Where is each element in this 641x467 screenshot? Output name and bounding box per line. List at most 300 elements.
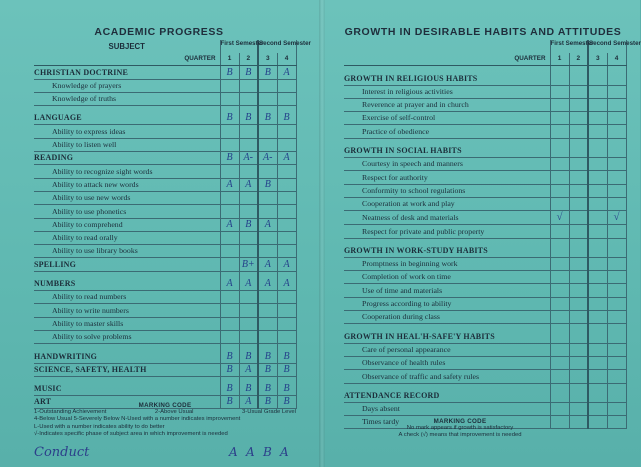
grade-mark: A	[283, 66, 290, 78]
subitem-row	[344, 125, 626, 138]
grade-cell	[277, 191, 296, 204]
grade-mark: B	[245, 383, 252, 395]
quarter-number: 3	[258, 53, 277, 66]
grade-cell	[239, 138, 258, 151]
grade-cell	[588, 197, 607, 210]
grade-mark: B	[226, 350, 233, 362]
subitem-row	[344, 284, 626, 297]
subitem-row	[344, 85, 626, 98]
grade-cell	[550, 85, 569, 98]
subitem-label: Care of personal appearance	[344, 343, 550, 356]
grade-cell	[550, 171, 569, 184]
grade-cell	[258, 245, 277, 258]
grade-cell	[258, 152, 277, 165]
grade-mark: A	[283, 258, 290, 270]
grade-cell	[550, 284, 569, 297]
subitem-label: Reverence at prayer and in church	[344, 98, 550, 111]
subitem-row	[344, 158, 626, 171]
grade-cell	[258, 317, 277, 330]
grade-cell	[258, 92, 277, 105]
conduct-row	[34, 445, 296, 461]
grade-cell	[220, 178, 239, 191]
grade-cell	[220, 317, 239, 330]
grade-cell	[258, 178, 277, 191]
grade-mark: A	[264, 258, 271, 270]
grade-cell	[220, 363, 239, 376]
grade-cell	[277, 231, 296, 244]
grade-cell	[607, 112, 626, 125]
grade-cell	[569, 311, 588, 324]
grade-cell	[550, 98, 569, 111]
academic-grid	[34, 40, 311, 409]
left-marking-code	[34, 402, 296, 438]
grade-mark: A	[245, 396, 252, 408]
subitem-row	[344, 171, 626, 184]
subitem-label: Ability to use new words	[34, 191, 220, 204]
grade-cell	[239, 363, 258, 376]
grade-cell	[607, 390, 626, 403]
grade-cell	[569, 330, 588, 343]
grade-cell	[588, 171, 607, 184]
grade-cell	[239, 92, 258, 105]
grade-cell	[220, 165, 239, 178]
grade-cell	[277, 330, 296, 343]
grade-cell	[550, 311, 569, 324]
grade-cell	[258, 191, 277, 204]
grade-cell	[550, 343, 569, 356]
section-label: SCIENCE, SAFETY, HEALTH	[34, 363, 220, 376]
grade-cell	[277, 245, 296, 258]
grade-mark: A	[264, 218, 271, 230]
grade-mark: B	[245, 350, 252, 362]
grade-cell	[220, 66, 239, 79]
quarter-label: QUARTER	[344, 53, 550, 66]
section-row	[344, 330, 626, 343]
subitem-row	[344, 311, 626, 324]
conduct-mark: A	[229, 445, 238, 459]
conduct-mark: A	[246, 445, 255, 459]
section-label: NUMBERS	[34, 278, 220, 291]
grade-cell	[258, 278, 277, 291]
grade-cell	[607, 184, 626, 197]
grade-cell	[607, 343, 626, 356]
grade-cell	[258, 125, 277, 138]
section-label: GROWTH IN HEAL'H-SAFE'Y HABITS	[344, 330, 550, 343]
section-label: CHRISTIAN DOCTRINE	[34, 66, 220, 79]
grade-cell	[569, 284, 588, 297]
grade-cell	[569, 171, 588, 184]
grade-cell	[277, 278, 296, 291]
subitem-label: Knowledge of truths	[34, 92, 220, 105]
grade-cell	[569, 245, 588, 258]
grade-cell	[550, 158, 569, 171]
grade-mark: B+	[241, 258, 255, 270]
grade-mark: B	[226, 383, 233, 395]
grade-cell	[220, 278, 239, 291]
subitem-label: Cooperation during class	[344, 311, 550, 324]
grade-cell	[607, 330, 626, 343]
first-semester-header: First Semester	[550, 40, 588, 53]
subitem-row	[34, 178, 296, 191]
grade-cell	[258, 205, 277, 218]
grade-cell	[588, 416, 607, 429]
grade-cell	[607, 145, 626, 158]
grade-cell	[239, 191, 258, 204]
grade-cell	[258, 330, 277, 343]
subitem-label: Ability to recognize sight words	[34, 165, 220, 178]
grade-cell	[220, 218, 239, 231]
subitem-label: Ability to use phonetics	[34, 205, 220, 218]
subitem-row	[34, 304, 296, 317]
grade-cell	[220, 291, 239, 304]
conduct-label: Conduct	[34, 445, 90, 460]
grade-cell	[569, 370, 588, 383]
subitem-row	[344, 211, 626, 225]
grade-cell	[588, 158, 607, 171]
grade-cell	[277, 291, 296, 304]
grade-cell	[550, 245, 569, 258]
grade-cell	[588, 356, 607, 369]
subitem-row	[34, 79, 296, 92]
grade-cell	[607, 85, 626, 98]
grade-cell	[588, 370, 607, 383]
marking-code-item: 3-Usual Grade Level	[241, 409, 296, 416]
section-label: LANGUAGE	[34, 112, 220, 125]
academic-progress-panel	[0, 0, 318, 467]
grade-cell	[220, 112, 239, 125]
subitem-row	[34, 317, 296, 330]
grade-mark: B	[226, 363, 233, 375]
marking-code-item: 1-Outstanding Achievement	[34, 409, 107, 416]
section-row	[344, 145, 626, 158]
grade-cell	[239, 350, 258, 363]
grade-mark: A	[264, 278, 271, 290]
grade-cell	[277, 152, 296, 165]
grade-cell	[607, 370, 626, 383]
subitem-label: Days absent	[344, 402, 550, 415]
grade-cell	[258, 363, 277, 376]
grade-cell	[569, 125, 588, 138]
grade-mark: B	[226, 112, 233, 124]
grade-cell	[220, 383, 239, 396]
section-label: SPELLING	[34, 258, 220, 271]
grade-mark: B	[264, 363, 271, 375]
quarter-number: 2	[239, 53, 258, 66]
second-semester-header: Second Semester	[588, 40, 626, 53]
grade-cell	[258, 304, 277, 317]
grade-cell	[569, 211, 588, 225]
grade-cell	[607, 271, 626, 284]
subitem-row	[344, 297, 626, 310]
subitem-row	[344, 225, 626, 238]
subitem-row	[344, 112, 626, 125]
grade-mark: A	[245, 278, 252, 290]
grade-cell	[258, 383, 277, 396]
subitem-row	[344, 257, 626, 270]
quarter-number: 1	[220, 53, 239, 66]
grade-cell	[277, 350, 296, 363]
grade-cell	[607, 98, 626, 111]
section-label: HANDWRITING	[34, 350, 220, 363]
grade-cell	[277, 258, 296, 271]
section-row	[34, 363, 296, 376]
right-marking-code	[340, 418, 580, 440]
grade-cell	[550, 356, 569, 369]
grade-cell	[220, 245, 239, 258]
section-row	[34, 112, 296, 125]
grade-cell	[607, 197, 626, 210]
subitem-label: Ability to write numbers	[34, 304, 220, 317]
subitem-label: Progress according to ability	[344, 297, 550, 310]
grade-mark: A	[283, 152, 290, 164]
grade-cell	[277, 112, 296, 125]
section-row	[344, 72, 626, 85]
subitem-row	[34, 165, 296, 178]
grade-cell	[220, 231, 239, 244]
subitem-label: Completion of work on time	[344, 271, 550, 284]
grade-cell	[607, 211, 626, 225]
grade-cell	[258, 165, 277, 178]
subitem-label: Neatness of desk and materials	[344, 211, 550, 225]
subitem-row	[344, 402, 626, 415]
subitem-label: Ability to comprehend	[34, 218, 220, 231]
subitem-row	[34, 245, 296, 258]
grade-mark: A	[226, 178, 233, 190]
grade-cell	[569, 197, 588, 210]
grade-cell	[588, 390, 607, 403]
grade-cell	[607, 72, 626, 85]
grade-cell	[220, 79, 239, 92]
grade-cell	[550, 257, 569, 270]
grade-cell	[239, 304, 258, 317]
habits-attitudes-title: GROWTH IN DESIRABLE HABITS AND ATTITUDES	[344, 26, 622, 38]
grade-mark: B	[245, 112, 252, 124]
grade-cell	[550, 197, 569, 210]
quarter-number: 1	[550, 53, 569, 66]
grade-cell	[239, 125, 258, 138]
grade-cell	[220, 304, 239, 317]
subitem-row	[344, 370, 626, 383]
grade-mark: B	[245, 66, 252, 78]
grade-cell	[239, 330, 258, 343]
grade-cell	[569, 145, 588, 158]
grade-cell	[239, 66, 258, 79]
subitem-label: Cooperation at work and play	[344, 197, 550, 210]
grade-cell	[220, 258, 239, 271]
conduct-mark: B	[263, 445, 272, 459]
subitem-row	[34, 125, 296, 138]
grade-cell	[239, 258, 258, 271]
grade-cell	[607, 311, 626, 324]
grade-cell	[277, 317, 296, 330]
marking-code-title: MARKING CODE	[138, 402, 192, 409]
grade-cell	[607, 125, 626, 138]
marking-code-line: √-Indicates specific phase of subject area in which improvement is needed	[34, 430, 228, 437]
subitem-row	[344, 184, 626, 197]
section-row	[344, 390, 626, 403]
grade-cell	[588, 330, 607, 343]
grade-cell	[277, 304, 296, 317]
grade-cell	[569, 356, 588, 369]
grade-cell	[277, 218, 296, 231]
subitem-label: Ability to use library books	[34, 245, 220, 258]
grade-mark: B	[264, 112, 271, 124]
grade-mark: B	[264, 350, 271, 362]
subitem-row	[344, 98, 626, 111]
grade-cell	[550, 125, 569, 138]
section-row	[34, 66, 296, 79]
quarter-number: 4	[607, 53, 626, 66]
subitem-row	[344, 197, 626, 210]
grade-cell	[607, 416, 626, 429]
grade-cell	[588, 245, 607, 258]
grade-cell	[588, 184, 607, 197]
grade-mark: B	[264, 383, 271, 395]
section-row	[34, 258, 296, 271]
check-mark: √	[556, 211, 563, 224]
grade-cell	[569, 112, 588, 125]
grade-cell	[220, 152, 239, 165]
grade-cell	[277, 125, 296, 138]
second-semester-header: Second Semester	[258, 40, 296, 53]
grade-cell	[220, 138, 239, 151]
grade-cell	[588, 225, 607, 238]
grade-cell	[607, 225, 626, 238]
marking-code-title: MARKING CODE	[433, 418, 487, 425]
subitem-row	[34, 205, 296, 218]
grade-cell	[588, 85, 607, 98]
habits-attitudes-panel	[326, 0, 640, 467]
grade-cell	[588, 284, 607, 297]
grade-cell	[607, 158, 626, 171]
subitem-row	[344, 271, 626, 284]
grade-cell	[569, 158, 588, 171]
grade-cell	[258, 138, 277, 151]
grade-cell	[220, 125, 239, 138]
grade-cell	[588, 112, 607, 125]
grade-mark: B	[283, 383, 290, 395]
section-row	[34, 152, 296, 165]
grade-cell	[239, 112, 258, 125]
grade-cell	[258, 291, 277, 304]
subitem-row	[34, 138, 296, 151]
grade-cell	[239, 79, 258, 92]
section-label: GROWTH IN RELIGIOUS HABITS	[344, 72, 550, 85]
grade-cell	[588, 271, 607, 284]
grade-cell	[607, 402, 626, 415]
grade-cell	[569, 390, 588, 403]
grade-cell	[239, 231, 258, 244]
grade-mark: B	[283, 350, 290, 362]
section-label: GROWTH IN WORK-STUDY HABITS	[344, 245, 550, 258]
grade-cell	[588, 145, 607, 158]
center-fold	[319, 0, 325, 467]
grade-cell	[607, 171, 626, 184]
section-label: READING	[34, 152, 220, 165]
subitem-label: Use of time and materials	[344, 284, 550, 297]
subitem-label: Ability to solve problems	[34, 330, 220, 343]
subitem-row	[344, 356, 626, 369]
grade-cell	[550, 402, 569, 415]
subitem-label: Knowledge of prayers	[34, 79, 220, 92]
subitem-label: Ability to read numbers	[34, 291, 220, 304]
grade-cell	[239, 245, 258, 258]
marking-code-item: 2-Above Usual	[154, 409, 194, 416]
grade-cell	[607, 297, 626, 310]
section-row	[34, 383, 296, 396]
grade-cell	[588, 125, 607, 138]
grade-cell	[607, 257, 626, 270]
subitem-label: Observance of health rules	[344, 356, 550, 369]
grade-cell	[569, 184, 588, 197]
marking-code-line	[34, 409, 296, 416]
grade-cell	[569, 343, 588, 356]
grade-cell	[277, 363, 296, 376]
quarter-label: QUARTER	[34, 53, 220, 66]
grade-cell	[277, 205, 296, 218]
grade-cell	[277, 178, 296, 191]
subitem-label: Courtesy in speech and manners	[344, 158, 550, 171]
grade-cell	[220, 191, 239, 204]
quarter-number: 3	[588, 53, 607, 66]
grade-cell	[607, 284, 626, 297]
conduct-mark: A	[280, 445, 289, 459]
grade-cell	[220, 350, 239, 363]
grade-cell	[550, 184, 569, 197]
marking-code-line: L-Used with a number indicates ability to do better	[34, 423, 165, 430]
grade-mark: A	[245, 363, 252, 375]
grade-cell	[277, 92, 296, 105]
subitem-row	[34, 231, 296, 244]
grade-cell	[550, 112, 569, 125]
grade-cell	[588, 297, 607, 310]
section-label: ATTENDANCE RECORD	[344, 390, 550, 403]
grade-cell	[569, 72, 588, 85]
grade-cell	[258, 112, 277, 125]
grade-cell	[239, 178, 258, 191]
grade-cell	[277, 79, 296, 92]
subitem-label: Conformity to school regulations	[344, 184, 550, 197]
grade-cell	[550, 390, 569, 403]
grade-cell	[258, 79, 277, 92]
grade-cell	[550, 370, 569, 383]
academic-progress-title: ACADEMIC PROGRESS	[94, 26, 224, 38]
grade-mark: B	[245, 218, 252, 230]
subitem-label: Ability to listen well	[34, 138, 220, 151]
grade-cell	[607, 245, 626, 258]
grade-cell	[239, 165, 258, 178]
subitem-label: Exercise of self-control	[344, 112, 550, 125]
grade-mark: A	[283, 278, 290, 290]
subject-header: SUBJECT	[108, 41, 145, 51]
grade-mark: B	[264, 66, 271, 78]
grade-cell	[569, 402, 588, 415]
subitem-row	[344, 343, 626, 356]
grade-cell	[588, 257, 607, 270]
grade-mark: B	[283, 112, 290, 124]
grade-cell	[239, 205, 258, 218]
subitem-label: Ability to attack new words	[34, 178, 220, 191]
grade-cell	[550, 330, 569, 343]
grade-cell	[569, 257, 588, 270]
grade-mark: A	[226, 218, 233, 230]
grade-cell	[258, 66, 277, 79]
grade-mark: B	[226, 396, 233, 408]
habits-header-blank	[344, 40, 550, 53]
grade-cell	[277, 66, 296, 79]
quarter-number: 4	[277, 53, 296, 66]
subitem-row	[34, 291, 296, 304]
